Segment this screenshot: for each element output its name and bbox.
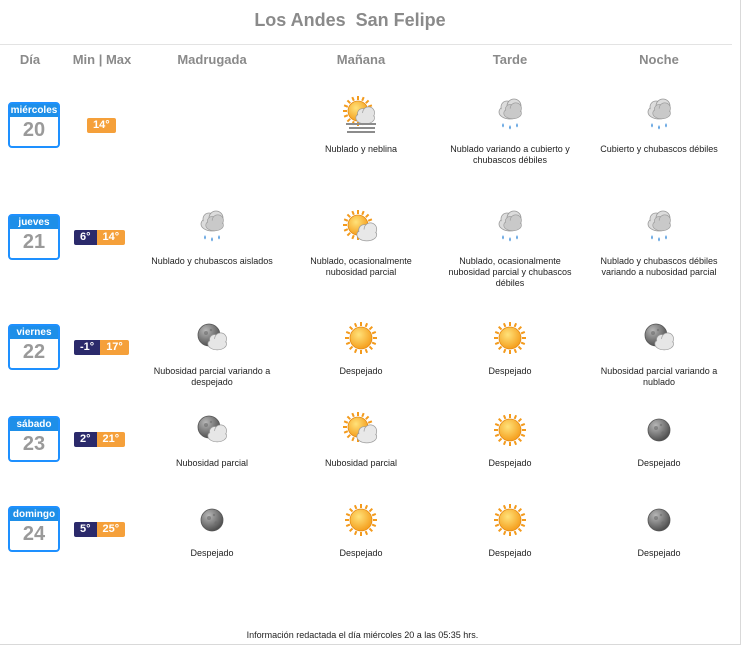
page-title: Los Andes San Felipe: [254, 10, 446, 30]
temp-max: 14°: [87, 118, 116, 133]
forecast-description: Despejado: [637, 548, 681, 558]
temp-max: 17°: [100, 340, 129, 355]
forecast-day-row: [0, 208, 732, 308]
temp-max: 14°: [97, 230, 126, 245]
temp-max: 21°: [97, 432, 126, 447]
temperature-badge: [74, 522, 125, 537]
forecast-description: Despejado: [488, 458, 532, 468]
forecast-description: Cubierto y chubascos débiles: [600, 144, 718, 154]
rain-cloud-icon: [490, 208, 530, 248]
date-day-number: 24: [22, 523, 46, 545]
forecast-cell: [440, 500, 580, 559]
forecast-cell: [142, 410, 282, 469]
forecast-description: Despejado: [488, 548, 532, 558]
temp-min: 2°: [74, 432, 97, 447]
sun-fog-icon: [341, 96, 381, 136]
forecast-description: Despejado: [637, 458, 681, 468]
date-card: [8, 324, 60, 370]
forecast-description: Despejado: [339, 548, 383, 558]
rain-cloud-icon: [639, 208, 679, 248]
forecast-cell: [291, 208, 431, 278]
forecast-cell: [142, 96, 282, 104]
sun-icon: [490, 318, 530, 358]
temperature-badge: [87, 118, 116, 133]
forecast-day-row: [0, 500, 732, 600]
sun-icon: [341, 318, 381, 358]
moon-cloud-icon: [639, 318, 679, 358]
forecast-cell: [589, 208, 729, 278]
forecast-description: Nubosidad parcial variando a nublado: [600, 366, 718, 387]
forecast-description: Nublado y chubascos aislados: [151, 256, 273, 266]
footer-note: Información redactada el día miércoles 20 a las 05:35 hrs.: [246, 630, 479, 640]
forecast-cell: [142, 318, 282, 388]
temperature-badge: [74, 432, 125, 447]
moon-icon: [192, 500, 232, 540]
date-card: [8, 416, 60, 462]
forecast-cell: [589, 96, 729, 155]
temperature-badge: [74, 340, 129, 355]
date-card: [8, 214, 60, 260]
date-weekday: jueves: [10, 216, 58, 229]
moon-cloud-icon: [192, 318, 232, 358]
forecast-cell: [291, 500, 431, 559]
forecast-cell: [291, 96, 431, 155]
forecast-cell: [440, 208, 580, 289]
rain-cloud-icon: [192, 208, 232, 248]
forecast-description: Despejado: [488, 366, 532, 376]
temp-max: 25°: [97, 522, 126, 537]
rain-cloud-icon: [639, 96, 679, 136]
column-header-row: [0, 44, 732, 71]
forecast-description: Nubosidad parcial: [175, 458, 249, 468]
forecast-cell: [142, 500, 282, 559]
temperature-badge: [74, 230, 125, 245]
header-noche: Noche: [639, 52, 679, 67]
moon-icon: [639, 500, 679, 540]
date-weekday: domingo: [10, 508, 58, 521]
sun-cloud-icon: [341, 208, 381, 248]
date-day-number: 23: [22, 433, 46, 455]
forecast-description: Nubosidad parcial variando a despejado: [153, 366, 271, 387]
forecast-cell: [589, 500, 729, 559]
date-weekday: sábado: [10, 418, 58, 431]
header-manana: Mañana: [336, 52, 386, 67]
date-day-number: 20: [22, 119, 46, 141]
date-card: [8, 506, 60, 552]
date-card: [8, 102, 60, 148]
header-day: Día: [19, 52, 41, 67]
forecast-cell: [291, 410, 431, 469]
forecast-description: Despejado: [190, 548, 234, 558]
sun-icon: [341, 500, 381, 540]
forecast-description: Nublado y chubascos débiles variando a nubosidad parcial: [600, 256, 718, 277]
forecast-cell: [142, 208, 282, 267]
forecast-day-row: [0, 410, 732, 510]
header-tarde: Tarde: [492, 52, 528, 67]
date-day-number: 22: [22, 341, 46, 363]
header-minmax: Min | Max: [72, 52, 132, 67]
date-weekday: miércoles: [10, 105, 58, 116]
moon-icon: [639, 410, 679, 450]
temp-min: -1°: [74, 340, 100, 355]
header-madrugada: Madrugada: [177, 52, 247, 67]
forecast-cell: [291, 318, 431, 377]
moon-cloud-icon: [192, 410, 232, 450]
forecast-description: Nublado, ocasionalmente nubosidad parcial y chubascos débiles: [448, 256, 572, 288]
forecast-day-row: [0, 318, 732, 418]
forecast-description: Nubosidad parcial: [324, 458, 398, 468]
forecast-description: Nublado variando a cubierto y chubascos débiles: [450, 144, 570, 165]
forecast-cell: [440, 318, 580, 377]
forecast-cell: [440, 410, 580, 469]
forecast-cell: [589, 410, 729, 469]
forecast-cell: [440, 96, 580, 166]
date-day-number: 21: [22, 231, 46, 253]
forecast-description: Despejado: [339, 366, 383, 376]
forecast-description: Nublado y neblina: [324, 144, 398, 154]
forecast-description: Nublado, ocasionalmente nubosidad parcial: [310, 256, 412, 277]
rain-cloud-icon: [490, 96, 530, 136]
temp-min: 5°: [74, 522, 97, 537]
sun-cloud-icon: [341, 410, 381, 450]
forecast-cell: [589, 318, 729, 388]
forecast-day-row: [0, 96, 732, 196]
sun-icon: [490, 410, 530, 450]
date-weekday: viernes: [10, 326, 58, 339]
temp-min: 6°: [74, 230, 97, 245]
sun-icon: [490, 500, 530, 540]
